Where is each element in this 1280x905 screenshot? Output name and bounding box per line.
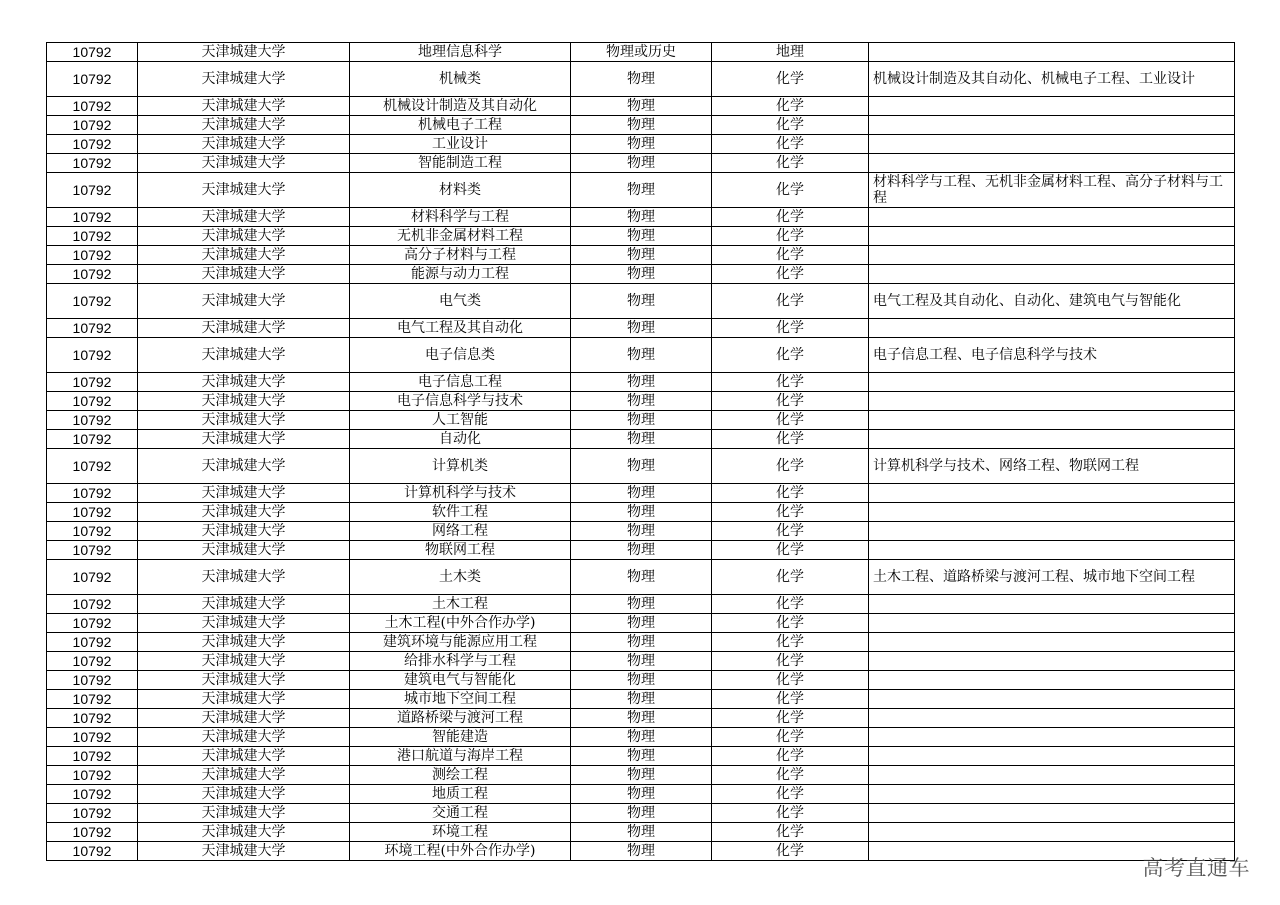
school-name-cell: 天津城建大学 <box>138 709 350 728</box>
included-majors-cell <box>869 785 1235 804</box>
second-subject-cell: 化学 <box>712 392 869 411</box>
table-row <box>47 265 1235 284</box>
school-code-cell: 10792 <box>47 652 138 671</box>
school-code-cell: 10792 <box>47 430 138 449</box>
school-code-cell: 10792 <box>47 785 138 804</box>
major-name-cell: 能源与动力工程 <box>350 265 571 284</box>
first-subject-cell: 物理 <box>571 284 712 319</box>
major-name-cell: 环境工程(中外合作办学) <box>350 842 571 861</box>
school-name-cell: 天津城建大学 <box>138 766 350 785</box>
first-subject-cell: 物理 <box>571 173 712 208</box>
school-name-cell: 天津城建大学 <box>138 633 350 652</box>
table-row <box>47 747 1235 766</box>
first-subject-cell: 物理 <box>571 208 712 227</box>
first-subject-cell: 物理 <box>571 116 712 135</box>
second-subject-cell: 化学 <box>712 116 869 135</box>
school-code-cell: 10792 <box>47 173 138 208</box>
major-name-cell: 工业设计 <box>350 135 571 154</box>
watermark-text: 高考直通车 <box>1142 856 1250 880</box>
school-name-cell: 天津城建大学 <box>138 671 350 690</box>
first-subject-cell: 物理 <box>571 97 712 116</box>
first-subject-cell: 物理 <box>571 842 712 861</box>
second-subject-cell: 化学 <box>712 522 869 541</box>
table-row <box>47 449 1235 484</box>
school-code-cell: 10792 <box>47 728 138 747</box>
school-name-cell: 天津城建大学 <box>138 522 350 541</box>
second-subject-cell: 化学 <box>712 135 869 154</box>
table-row <box>47 173 1235 208</box>
major-name-cell: 机械类 <box>350 62 571 97</box>
included-majors-cell <box>869 246 1235 265</box>
table-row <box>47 97 1235 116</box>
second-subject-cell: 化学 <box>712 785 869 804</box>
included-majors-cell <box>869 227 1235 246</box>
second-subject-cell: 化学 <box>712 319 869 338</box>
included-majors-cell: 电气工程及其自动化、自动化、建筑电气与智能化 <box>869 284 1235 319</box>
subject-requirements-table <box>46 42 1235 861</box>
school-name-cell: 天津城建大学 <box>138 373 350 392</box>
school-code-cell: 10792 <box>47 116 138 135</box>
table-row <box>47 503 1235 522</box>
school-name-cell: 天津城建大学 <box>138 173 350 208</box>
major-name-cell: 智能制造工程 <box>350 154 571 173</box>
major-name-cell: 给排水科学与工程 <box>350 652 571 671</box>
included-majors-cell <box>869 319 1235 338</box>
first-subject-cell: 物理 <box>571 823 712 842</box>
school-code-cell: 10792 <box>47 246 138 265</box>
included-majors-cell <box>869 411 1235 430</box>
major-name-cell: 物联网工程 <box>350 541 571 560</box>
school-name-cell: 天津城建大学 <box>138 338 350 373</box>
second-subject-cell: 化学 <box>712 449 869 484</box>
school-name-cell: 天津城建大学 <box>138 227 350 246</box>
first-subject-cell: 物理 <box>571 541 712 560</box>
school-name-cell: 天津城建大学 <box>138 116 350 135</box>
school-name-cell: 天津城建大学 <box>138 62 350 97</box>
major-name-cell: 网络工程 <box>350 522 571 541</box>
included-majors-cell <box>869 595 1235 614</box>
first-subject-cell: 物理 <box>571 804 712 823</box>
first-subject-cell: 物理 <box>571 338 712 373</box>
major-name-cell: 材料类 <box>350 173 571 208</box>
included-majors-cell <box>869 135 1235 154</box>
second-subject-cell: 化学 <box>712 97 869 116</box>
second-subject-cell: 化学 <box>712 541 869 560</box>
second-subject-cell: 化学 <box>712 671 869 690</box>
first-subject-cell: 物理 <box>571 135 712 154</box>
table-row <box>47 284 1235 319</box>
second-subject-cell: 化学 <box>712 652 869 671</box>
school-name-cell: 天津城建大学 <box>138 154 350 173</box>
table-row <box>47 595 1235 614</box>
included-majors-cell <box>869 503 1235 522</box>
first-subject-cell: 物理 <box>571 633 712 652</box>
first-subject-cell: 物理 <box>571 484 712 503</box>
school-name-cell: 天津城建大学 <box>138 411 350 430</box>
second-subject-cell: 化学 <box>712 208 869 227</box>
included-majors-cell <box>869 709 1235 728</box>
first-subject-cell: 物理 <box>571 62 712 97</box>
first-subject-cell: 物理 <box>571 319 712 338</box>
second-subject-cell: 化学 <box>712 614 869 633</box>
table-row <box>47 484 1235 503</box>
major-name-cell: 机械设计制造及其自动化 <box>350 97 571 116</box>
major-name-cell: 交通工程 <box>350 804 571 823</box>
table-row <box>47 227 1235 246</box>
second-subject-cell: 化学 <box>712 430 869 449</box>
second-subject-cell: 化学 <box>712 690 869 709</box>
second-subject-cell: 化学 <box>712 62 869 97</box>
table-row <box>47 804 1235 823</box>
first-subject-cell: 物理 <box>571 652 712 671</box>
school-code-cell: 10792 <box>47 541 138 560</box>
first-subject-cell: 物理 <box>571 614 712 633</box>
included-majors-cell <box>869 265 1235 284</box>
second-subject-cell: 化学 <box>712 747 869 766</box>
first-subject-cell: 物理 <box>571 265 712 284</box>
school-name-cell: 天津城建大学 <box>138 392 350 411</box>
table-row <box>47 671 1235 690</box>
school-code-cell: 10792 <box>47 804 138 823</box>
major-name-cell: 电子信息科学与技术 <box>350 392 571 411</box>
table-row <box>47 709 1235 728</box>
school-name-cell: 天津城建大学 <box>138 690 350 709</box>
included-majors-cell <box>869 614 1235 633</box>
included-majors-cell <box>869 43 1235 62</box>
included-majors-cell <box>869 690 1235 709</box>
major-name-cell: 无机非金属材料工程 <box>350 227 571 246</box>
major-name-cell: 机械电子工程 <box>350 116 571 135</box>
first-subject-cell: 物理 <box>571 766 712 785</box>
table-row <box>47 541 1235 560</box>
major-name-cell: 电气工程及其自动化 <box>350 319 571 338</box>
first-subject-cell: 物理 <box>571 154 712 173</box>
table-row <box>47 728 1235 747</box>
school-code-cell: 10792 <box>47 690 138 709</box>
major-name-cell: 道路桥梁与渡河工程 <box>350 709 571 728</box>
table-row <box>47 246 1235 265</box>
table-row <box>47 430 1235 449</box>
major-name-cell: 电子信息类 <box>350 338 571 373</box>
table-row <box>47 522 1235 541</box>
school-code-cell: 10792 <box>47 227 138 246</box>
included-majors-cell <box>869 392 1235 411</box>
school-code-cell: 10792 <box>47 319 138 338</box>
table-row <box>47 135 1235 154</box>
school-code-cell: 10792 <box>47 43 138 62</box>
second-subject-cell: 化学 <box>712 411 869 430</box>
school-code-cell: 10792 <box>47 373 138 392</box>
school-name-cell: 天津城建大学 <box>138 319 350 338</box>
major-name-cell: 城市地下空间工程 <box>350 690 571 709</box>
second-subject-cell: 化学 <box>712 246 869 265</box>
first-subject-cell: 物理 <box>571 373 712 392</box>
first-subject-cell: 物理 <box>571 709 712 728</box>
included-majors-cell <box>869 154 1235 173</box>
table-row <box>47 560 1235 595</box>
major-name-cell: 地质工程 <box>350 785 571 804</box>
table-row <box>47 62 1235 97</box>
second-subject-cell: 化学 <box>712 766 869 785</box>
school-name-cell: 天津城建大学 <box>138 842 350 861</box>
included-majors-cell <box>869 804 1235 823</box>
table-row <box>47 373 1235 392</box>
school-code-cell: 10792 <box>47 484 138 503</box>
school-code-cell: 10792 <box>47 842 138 861</box>
included-majors-cell <box>869 633 1235 652</box>
second-subject-cell: 化学 <box>712 373 869 392</box>
second-subject-cell: 化学 <box>712 227 869 246</box>
included-majors-cell <box>869 728 1235 747</box>
table-row <box>47 633 1235 652</box>
included-majors-cell <box>869 522 1235 541</box>
school-name-cell: 天津城建大学 <box>138 208 350 227</box>
table-row <box>47 842 1235 861</box>
major-name-cell: 环境工程 <box>350 823 571 842</box>
second-subject-cell: 化学 <box>712 595 869 614</box>
included-majors-cell <box>869 766 1235 785</box>
major-name-cell: 土木工程(中外合作办学) <box>350 614 571 633</box>
school-name-cell: 天津城建大学 <box>138 246 350 265</box>
table-row <box>47 208 1235 227</box>
included-majors-cell: 土木工程、道路桥梁与渡河工程、城市地下空间工程 <box>869 560 1235 595</box>
school-name-cell: 天津城建大学 <box>138 541 350 560</box>
major-name-cell: 建筑环境与能源应用工程 <box>350 633 571 652</box>
included-majors-cell <box>869 484 1235 503</box>
major-name-cell: 建筑电气与智能化 <box>350 671 571 690</box>
second-subject-cell: 化学 <box>712 709 869 728</box>
first-subject-cell: 物理 <box>571 246 712 265</box>
school-name-cell: 天津城建大学 <box>138 560 350 595</box>
table-row <box>47 823 1235 842</box>
first-subject-cell: 物理 <box>571 522 712 541</box>
school-name-cell: 天津城建大学 <box>138 97 350 116</box>
school-code-cell: 10792 <box>47 338 138 373</box>
table-row <box>47 785 1235 804</box>
major-name-cell: 测绘工程 <box>350 766 571 785</box>
first-subject-cell: 物理 <box>571 503 712 522</box>
first-subject-cell: 物理 <box>571 595 712 614</box>
school-code-cell: 10792 <box>47 522 138 541</box>
included-majors-cell: 材料科学与工程、无机非金属材料工程、高分子材料与工程 <box>869 173 1235 208</box>
table-body <box>47 43 1235 861</box>
table-row <box>47 766 1235 785</box>
included-majors-cell: 计算机科学与技术、网络工程、物联网工程 <box>869 449 1235 484</box>
school-code-cell: 10792 <box>47 671 138 690</box>
school-code-cell: 10792 <box>47 503 138 522</box>
table-row <box>47 43 1235 62</box>
included-majors-cell <box>869 671 1235 690</box>
table-row <box>47 652 1235 671</box>
school-name-cell: 天津城建大学 <box>138 652 350 671</box>
table-row <box>47 411 1235 430</box>
first-subject-cell: 物理 <box>571 560 712 595</box>
major-name-cell: 计算机类 <box>350 449 571 484</box>
second-subject-cell: 化学 <box>712 503 869 522</box>
included-majors-cell <box>869 652 1235 671</box>
major-name-cell: 港口航道与海岸工程 <box>350 747 571 766</box>
table-row <box>47 690 1235 709</box>
second-subject-cell: 化学 <box>712 633 869 652</box>
school-name-cell: 天津城建大学 <box>138 614 350 633</box>
school-name-cell: 天津城建大学 <box>138 484 350 503</box>
school-code-cell: 10792 <box>47 633 138 652</box>
school-name-cell: 天津城建大学 <box>138 430 350 449</box>
second-subject-cell: 化学 <box>712 284 869 319</box>
included-majors-cell: 机械设计制造及其自动化、机械电子工程、工业设计 <box>869 62 1235 97</box>
second-subject-cell: 化学 <box>712 728 869 747</box>
included-majors-cell <box>869 823 1235 842</box>
major-name-cell: 电气类 <box>350 284 571 319</box>
included-majors-cell <box>869 430 1235 449</box>
major-name-cell: 软件工程 <box>350 503 571 522</box>
table-row <box>47 154 1235 173</box>
school-name-cell: 天津城建大学 <box>138 728 350 747</box>
major-name-cell: 土木类 <box>350 560 571 595</box>
included-majors-cell <box>869 373 1235 392</box>
school-code-cell: 10792 <box>47 747 138 766</box>
major-name-cell: 材料科学与工程 <box>350 208 571 227</box>
school-code-cell: 10792 <box>47 135 138 154</box>
first-subject-cell: 物理 <box>571 747 712 766</box>
included-majors-cell: 电子信息工程、电子信息科学与技术 <box>869 338 1235 373</box>
major-name-cell: 自动化 <box>350 430 571 449</box>
table-row <box>47 392 1235 411</box>
school-code-cell: 10792 <box>47 411 138 430</box>
major-name-cell: 计算机科学与技术 <box>350 484 571 503</box>
included-majors-cell <box>869 208 1235 227</box>
first-subject-cell: 物理或历史 <box>571 43 712 62</box>
major-name-cell: 地理信息科学 <box>350 43 571 62</box>
table-row <box>47 338 1235 373</box>
school-name-cell: 天津城建大学 <box>138 804 350 823</box>
school-code-cell: 10792 <box>47 62 138 97</box>
second-subject-cell: 化学 <box>712 804 869 823</box>
first-subject-cell: 物理 <box>571 671 712 690</box>
included-majors-cell <box>869 747 1235 766</box>
table-row <box>47 116 1235 135</box>
included-majors-cell <box>869 97 1235 116</box>
school-code-cell: 10792 <box>47 823 138 842</box>
table-row <box>47 614 1235 633</box>
school-name-cell: 天津城建大学 <box>138 43 350 62</box>
second-subject-cell: 地理 <box>712 43 869 62</box>
second-subject-cell: 化学 <box>712 338 869 373</box>
major-name-cell: 土木工程 <box>350 595 571 614</box>
first-subject-cell: 物理 <box>571 690 712 709</box>
school-name-cell: 天津城建大学 <box>138 785 350 804</box>
school-code-cell: 10792 <box>47 595 138 614</box>
first-subject-cell: 物理 <box>571 785 712 804</box>
school-name-cell: 天津城建大学 <box>138 823 350 842</box>
school-name-cell: 天津城建大学 <box>138 595 350 614</box>
school-code-cell: 10792 <box>47 154 138 173</box>
school-name-cell: 天津城建大学 <box>138 449 350 484</box>
school-code-cell: 10792 <box>47 284 138 319</box>
first-subject-cell: 物理 <box>571 449 712 484</box>
second-subject-cell: 化学 <box>712 265 869 284</box>
second-subject-cell: 化学 <box>712 484 869 503</box>
school-code-cell: 10792 <box>47 709 138 728</box>
second-subject-cell: 化学 <box>712 154 869 173</box>
school-code-cell: 10792 <box>47 449 138 484</box>
second-subject-cell: 化学 <box>712 173 869 208</box>
major-name-cell: 人工智能 <box>350 411 571 430</box>
school-code-cell: 10792 <box>47 766 138 785</box>
school-code-cell: 10792 <box>47 97 138 116</box>
first-subject-cell: 物理 <box>571 728 712 747</box>
school-code-cell: 10792 <box>47 208 138 227</box>
school-code-cell: 10792 <box>47 560 138 595</box>
included-majors-cell <box>869 541 1235 560</box>
school-code-cell: 10792 <box>47 265 138 284</box>
school-name-cell: 天津城建大学 <box>138 747 350 766</box>
school-code-cell: 10792 <box>47 392 138 411</box>
school-name-cell: 天津城建大学 <box>138 265 350 284</box>
school-name-cell: 天津城建大学 <box>138 135 350 154</box>
included-majors-cell <box>869 116 1235 135</box>
second-subject-cell: 化学 <box>712 560 869 595</box>
table-row <box>47 319 1235 338</box>
major-name-cell: 智能建造 <box>350 728 571 747</box>
first-subject-cell: 物理 <box>571 392 712 411</box>
school-name-cell: 天津城建大学 <box>138 284 350 319</box>
major-name-cell: 高分子材料与工程 <box>350 246 571 265</box>
second-subject-cell: 化学 <box>712 842 869 861</box>
school-code-cell: 10792 <box>47 614 138 633</box>
first-subject-cell: 物理 <box>571 411 712 430</box>
first-subject-cell: 物理 <box>571 227 712 246</box>
school-name-cell: 天津城建大学 <box>138 503 350 522</box>
second-subject-cell: 化学 <box>712 823 869 842</box>
major-name-cell: 电子信息工程 <box>350 373 571 392</box>
first-subject-cell: 物理 <box>571 430 712 449</box>
